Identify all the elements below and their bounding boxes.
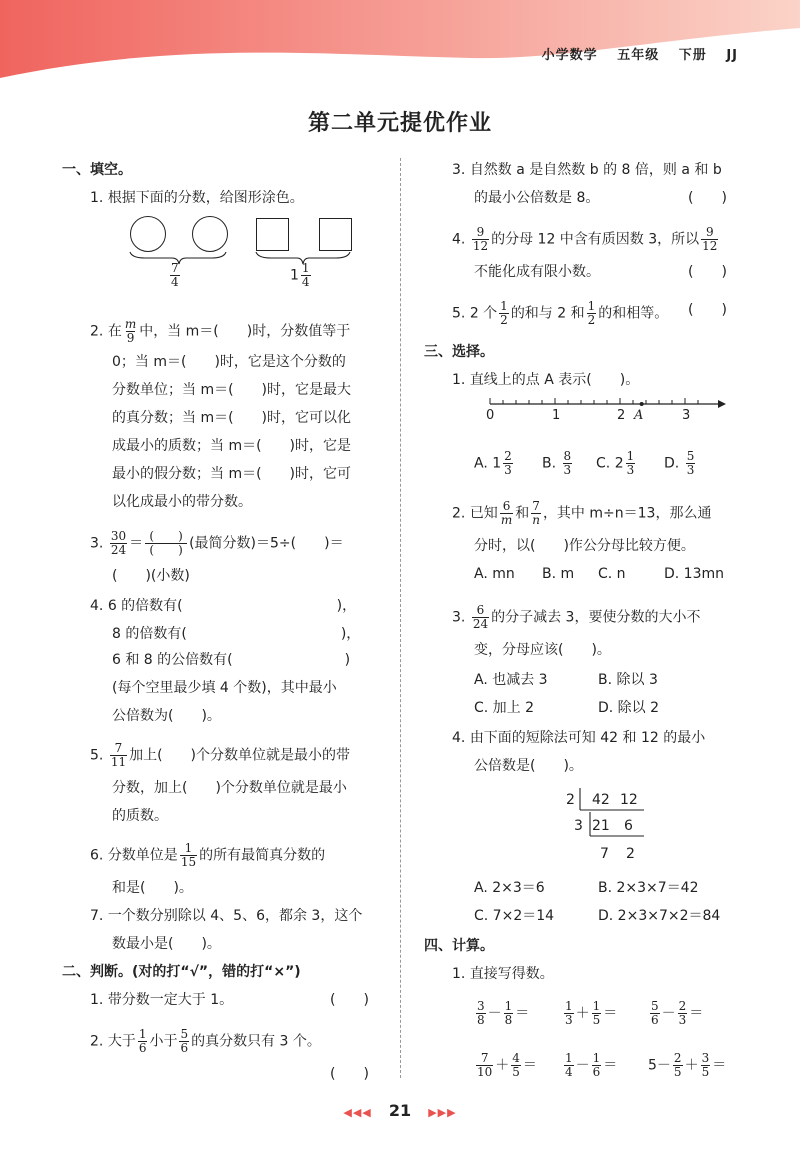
- judge-q5-blank[interactable]: ( ): [688, 302, 727, 318]
- square-shape-2[interactable]: [319, 218, 352, 251]
- div-r2a: 21: [592, 818, 610, 834]
- fill-q3: 3. $\frac{30}{24}$ ＝ $\frac{( )}{( )}$ (最简分数)＝5÷( )＝: [90, 529, 344, 557]
- choice-q2-option-b[interactable]: B. m: [542, 566, 575, 582]
- fill-q6: 6. 分数单位是 $\frac{1}{15}$ 的所有最简真分数的: [90, 841, 326, 869]
- fill-q4: 4. 6 的倍数有( )，: [90, 598, 357, 614]
- left-arrows-icon: ◀◀◀: [343, 1106, 372, 1119]
- choice-q1-option-b[interactable]: B. $\frac{8}{3}$: [542, 449, 572, 477]
- judge-q4: 4. $\frac{9}{12}$ 的分母 12 中含有质因数 3，所以 $\frac{9}{12}$: [452, 225, 718, 253]
- header-volume: 下册: [678, 48, 707, 63]
- fill-q5: 5. $\frac{7}{11}$ 加上( )个分数单位就是最小的带: [90, 741, 351, 769]
- fill-q2-line2: 0；当 m＝( )时，它是这个分数的: [112, 354, 346, 370]
- section-choice-heading: 三、选择。: [424, 344, 494, 360]
- choice-q3-option-d[interactable]: D. 除以 2: [598, 700, 660, 716]
- fill-q2-line4: 的真分数；当 m＝( )时，它可以化: [112, 410, 352, 426]
- fill-q2-line5: 成最小的质数；当 m＝( )时，它是: [112, 438, 352, 454]
- judge-q3-blank[interactable]: ( ): [688, 190, 727, 206]
- square-shape-1[interactable]: [256, 218, 289, 251]
- choice-q4-option-a[interactable]: A. 2×3＝6: [474, 880, 545, 896]
- header-grade: 五年级: [617, 48, 660, 63]
- choice-q3: 3. $\frac{6}{24}$ 的分子减去 3，要使分数的大小不: [452, 603, 701, 631]
- fill-q1: [90, 188, 304, 208]
- q-text: 根据下面的分数，给图形涂色。: [107, 190, 304, 206]
- fill-q5-line2: 分数，加上( )个分数单位就是最小: [112, 780, 347, 796]
- judge-q2-blank[interactable]: ( ): [330, 1066, 369, 1082]
- div-divisor-2: 3: [574, 818, 583, 834]
- page-title: 第二单元提优作业: [307, 111, 492, 136]
- judge-q2: 2. 大于 $\frac{1}{6}$ 小于 $\frac{5}{6}$ 的真分数只有 3 个。: [90, 1027, 321, 1055]
- header-subject: 小学数学: [541, 48, 598, 63]
- choice-q4-option-c[interactable]: C. 7×2＝14: [474, 908, 555, 924]
- choice-q4-option-b[interactable]: B. 2×3×7＝42: [598, 880, 699, 896]
- fill-q2: 2. 在 $\frac{m}{9}$ 中，当 m＝( )时，分数值等于: [90, 317, 351, 345]
- fill-q3-line2: ( )(小数): [112, 568, 190, 584]
- judge-q1: 1. 带分数一定大于 1。: [90, 992, 234, 1008]
- fill-q2-line3: 分数单位；当 m＝( )时，它是最大: [112, 382, 352, 398]
- choice-q2: 2. 已知 $\frac{6}{m}$ 和 $\frac{7}{n}$ ，其中 m÷n＝13，那么通: [452, 499, 712, 527]
- choice-q4-line2: 公倍数是( )。: [474, 758, 583, 774]
- header-wave: [0, 0, 800, 80]
- fraction-label-2: 1 $\frac{1}{4}$: [290, 261, 310, 289]
- header-band: [0, 0, 800, 80]
- fill-q7: 7. 一个数分别除以 4、5、6，都余 3，这个: [90, 908, 363, 924]
- fill-q5-line3: 的质数。: [112, 808, 168, 824]
- choice-q3-option-b[interactable]: B. 除以 3: [598, 672, 658, 688]
- judge-q4-blank[interactable]: ( ): [688, 264, 727, 280]
- judge-q3-line2: 的最小公倍数是 8。: [474, 190, 600, 206]
- choice-q2-option-a[interactable]: A. mn: [474, 566, 515, 582]
- choice-q1: 1. 直线上的点 A 表示( )。: [452, 372, 640, 388]
- tick-label-3: 3: [682, 408, 691, 423]
- judge-q5: 5. 2 个 $\frac{1}{2}$ 的和与 2 和 $\frac{1}{2}$ 的和相等。: [452, 299, 669, 327]
- circle-shape-2[interactable]: [192, 216, 228, 252]
- choice-q4: 4. 由下面的短除法可知 42 和 12 的最小: [452, 730, 706, 746]
- calc-expr-2: $\frac{1}{3}$ ＋ $\frac{1}{5}$ ＝: [565, 999, 618, 1027]
- calc-expr-6: 5－ $\frac{2}{5}$ ＋ $\frac{3}{5}$ ＝: [648, 1051, 727, 1079]
- choice-q1-option-d[interactable]: D. $\frac{5}{3}$: [664, 449, 695, 477]
- right-arrows-icon: ▶▶▶: [428, 1106, 457, 1119]
- calc-expr-5: $\frac{1}{4}$ － $\frac{1}{6}$ ＝: [565, 1051, 618, 1079]
- div-divisor-1: 2: [566, 792, 575, 808]
- fill-q4-line5: 公倍数为( )。: [112, 708, 221, 724]
- choice-q1-option-a[interactable]: A. 1 $\frac{2}{3}$: [474, 449, 512, 477]
- fill-q4-line4: (每个空里最少填 4 个数)，其中最小: [112, 680, 337, 696]
- fill-q2-line7: 以化成最小的带分数。: [112, 494, 252, 510]
- fraction-label-1: $\frac{7}{4}$: [171, 261, 179, 289]
- section-fill-heading: 一、填空。: [62, 162, 132, 178]
- choice-q2-option-c[interactable]: C. n: [598, 566, 626, 582]
- page-number: 21: [388, 1101, 412, 1120]
- q-number: 1.: [90, 190, 104, 206]
- section-calc-heading: 四、计算。: [424, 938, 494, 954]
- tick-label-0: 0: [486, 408, 495, 423]
- choice-q3-line2: 变，分母应该( )。: [474, 642, 611, 658]
- number-line: [478, 396, 738, 426]
- section-judge-heading: 二、判断。(对的打“√”，错的打“×”): [62, 964, 301, 980]
- judge-q1-blank[interactable]: ( ): [330, 992, 369, 1008]
- div-r3a: 7: [600, 846, 609, 862]
- choice-q1-option-c[interactable]: C. 2 $\frac{1}{3}$: [596, 449, 635, 477]
- choice-q3-option-c[interactable]: C. 加上 2: [474, 700, 535, 716]
- column-divider: [400, 158, 401, 1078]
- choice-q2-option-d[interactable]: D. 13mn: [664, 566, 725, 582]
- div-r1a: 42: [592, 792, 610, 808]
- header-edition: JJ: [726, 48, 738, 63]
- fill-q6-line2: 和是( )。: [112, 880, 193, 896]
- calc-q1: 1. 直接写得数。: [452, 966, 554, 982]
- judge-q4-line2: 不能化成有限小数。: [474, 264, 600, 280]
- choice-q2-line2: 分时，以( )作公分母比较方便。: [474, 538, 695, 554]
- calc-expr-3: $\frac{5}{6}$ － $\frac{2}{3}$ ＝: [651, 999, 704, 1027]
- choice-q3-option-a[interactable]: A. 也减去 3: [474, 672, 548, 688]
- fill-q4-line3: 6 和 8 的公倍数有( ): [112, 652, 351, 668]
- brace-lines: [0, 250, 800, 290]
- header-info: [528, 44, 738, 63]
- calc-expr-4: $\frac{7}{10}$ ＋ $\frac{4}{5}$ ＝: [477, 1051, 537, 1079]
- calc-expr-1: $\frac{3}{8}$ － $\frac{1}{8}$ ＝: [477, 999, 530, 1027]
- judge-q3: 3. 自然数 a 是自然数 b 的 8 倍，则 a 和 b: [452, 162, 722, 178]
- div-r1b: 12: [620, 792, 638, 808]
- tick-label-1: 1: [552, 408, 561, 423]
- fill-q7-line2: 数最小是( )。: [112, 936, 221, 952]
- tick-label-2: 2: [617, 408, 626, 423]
- point-a-label: A: [634, 408, 644, 423]
- circle-shape-1[interactable]: [130, 216, 166, 252]
- fill-q4-line2: 8 的倍数有( )，: [112, 626, 361, 642]
- div-r2b: 6: [624, 818, 633, 834]
- div-r3b: 2: [626, 846, 635, 862]
- fill-q2-line6: 最小的假分数；当 m＝( )时，它可: [112, 466, 352, 482]
- page-footer: [0, 1101, 800, 1120]
- choice-q4-option-d[interactable]: D. 2×3×7×2＝84: [598, 908, 721, 924]
